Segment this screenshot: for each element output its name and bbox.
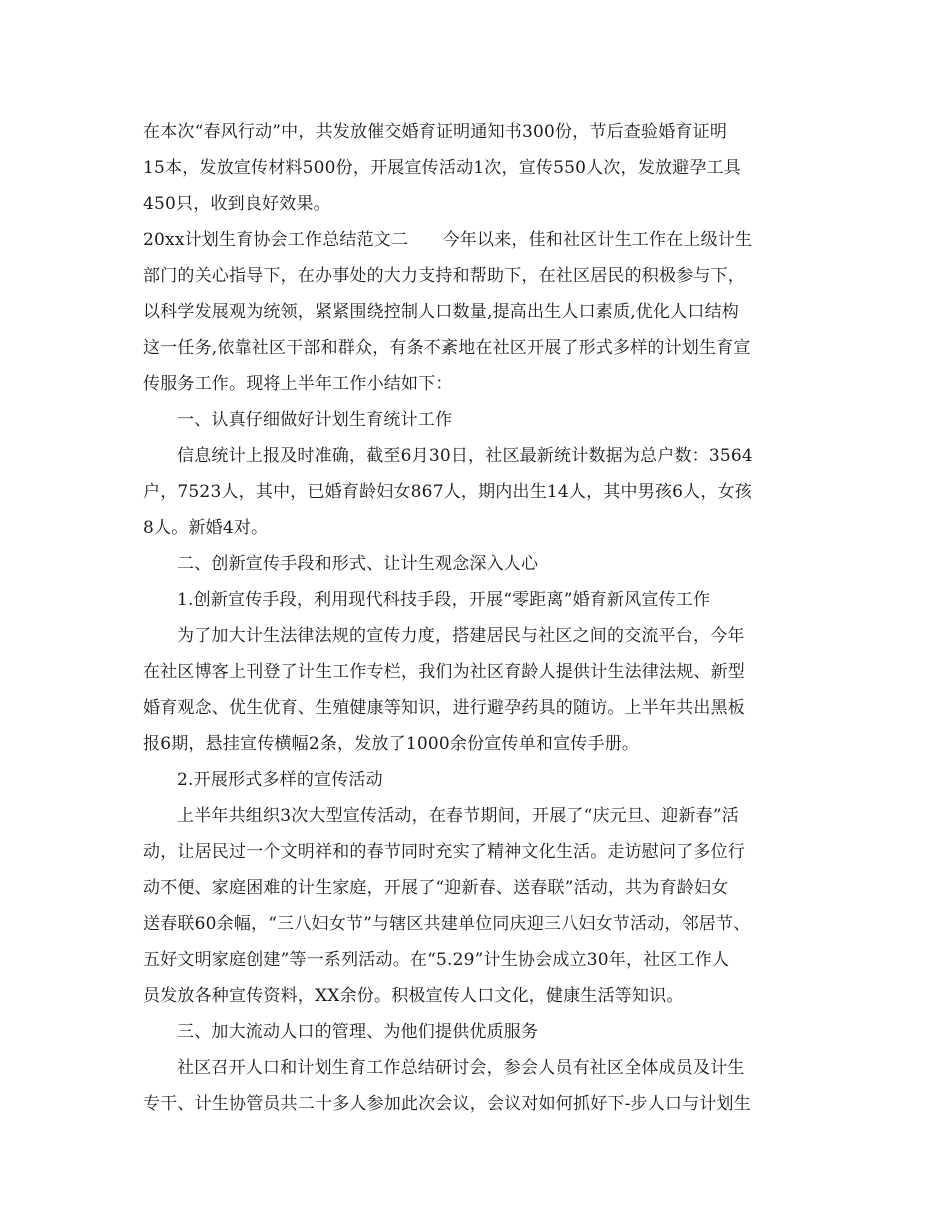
text-line: 动不便、家庭困难的计生家庭，开展了“迎新春、送春联”活动，共为育龄妇女 [143, 878, 729, 898]
text-line: 上半年共组织3次大型宣传活动，在春节期间，开展了“庆元旦、迎新春”活 [177, 806, 739, 826]
text-line: 送春联60余幅，“三八妇女节”与辖区共建单位同庆迎三八妇女节活动，邻居节、 [143, 914, 751, 934]
text-line: 在社区博客上刊登了计生工作专栏，我们为社区育龄人提供计生法律法规、新型 [143, 662, 745, 682]
text-line: 450只，收到良好效果。 [143, 194, 331, 214]
text-line: 这一任务,依靠社区干部和群众，有条不紊地在社区开展了形式多样的计划生育宣 [143, 338, 751, 358]
text-line: 部门的关心指导下，在办事处的大力支持和帮助下，在社区居民的积极参与下， [143, 266, 745, 286]
heading-publicity: 二、创新宣传手段和形式、让计生观念深入人心 [177, 554, 539, 574]
text-line: 以科学发展观为统领，紧紧围绕控制人口数量,提高出生人口素质,优化人口结构 [143, 302, 740, 322]
text-line: 员发放各种宣传资料，XX余份。积极宣传人口文化，健康生活等知识。 [143, 986, 684, 1006]
text-line: 在本次“春风行动”中，共发放催交婚育证明通知书300份，节后查验婚育证明 [143, 122, 728, 142]
text-line: 传服务工作。现将上半年工作小结如下： [143, 374, 453, 394]
text-line: 婚育观念、优生优育、生殖健康等知识，进行避孕药具的随访。上半年共出黑板 [143, 698, 745, 718]
text-line: 五好文明家庭创建”等一系列活动。在“5.29”计生协会成立30年，社区工作人 [143, 950, 730, 970]
subheading-innovation: 1.创新宣传手段，利用现代科技手段，开展“零距离”婚育新风宣传工作 [177, 590, 711, 610]
text-line: 户，7523人，其中，已婚育龄妇女867人，期内出生14人，其中男孩6人，女孩 [143, 482, 752, 502]
text-line: 信息统计上报及时准确，截至6月30日，社区最新统计数据为总户数：3564 [177, 446, 753, 466]
text-line: 15本，发放宣传材料500份，开展宣传活动1次，宣传550人次，发放避孕工具 [143, 158, 741, 178]
heading-statistics: 一、认真仔细做好计划生育统计工作 [177, 410, 453, 430]
heading-migrant: 三、加大流动人口的管理、为他们提供优质服务 [177, 1022, 539, 1042]
text-line: 专干、计生协管员共二十多人参加此次会议，会议对如何抓好下-步人口与计划生 [143, 1094, 751, 1114]
section-title: 20xx计划生育协会工作总结范文二 今年以来，佳和社区计生工作在上级计生 [143, 230, 753, 250]
text-line: 8人。新婚4对。 [143, 518, 269, 538]
text-line: 报6期，悬挂宣传横幅2条，发放了1000余份宣传单和宣传手册。 [143, 734, 640, 754]
text-line: 动，让居民过一个文明祥和的春节同时充实了精神文化生活。走访慰问了多位行 [143, 842, 745, 862]
text-line: 为了加大计生法律法规的宣传力度，搭建居民与社区之间的交流平台，今年 [177, 626, 745, 646]
subheading-activities: 2.开展形式多样的宣传活动 [177, 770, 383, 790]
text-line: 社区召开人口和计划生育工作总结研讨会，参会人员有社区全体成员及计生 [177, 1058, 745, 1078]
